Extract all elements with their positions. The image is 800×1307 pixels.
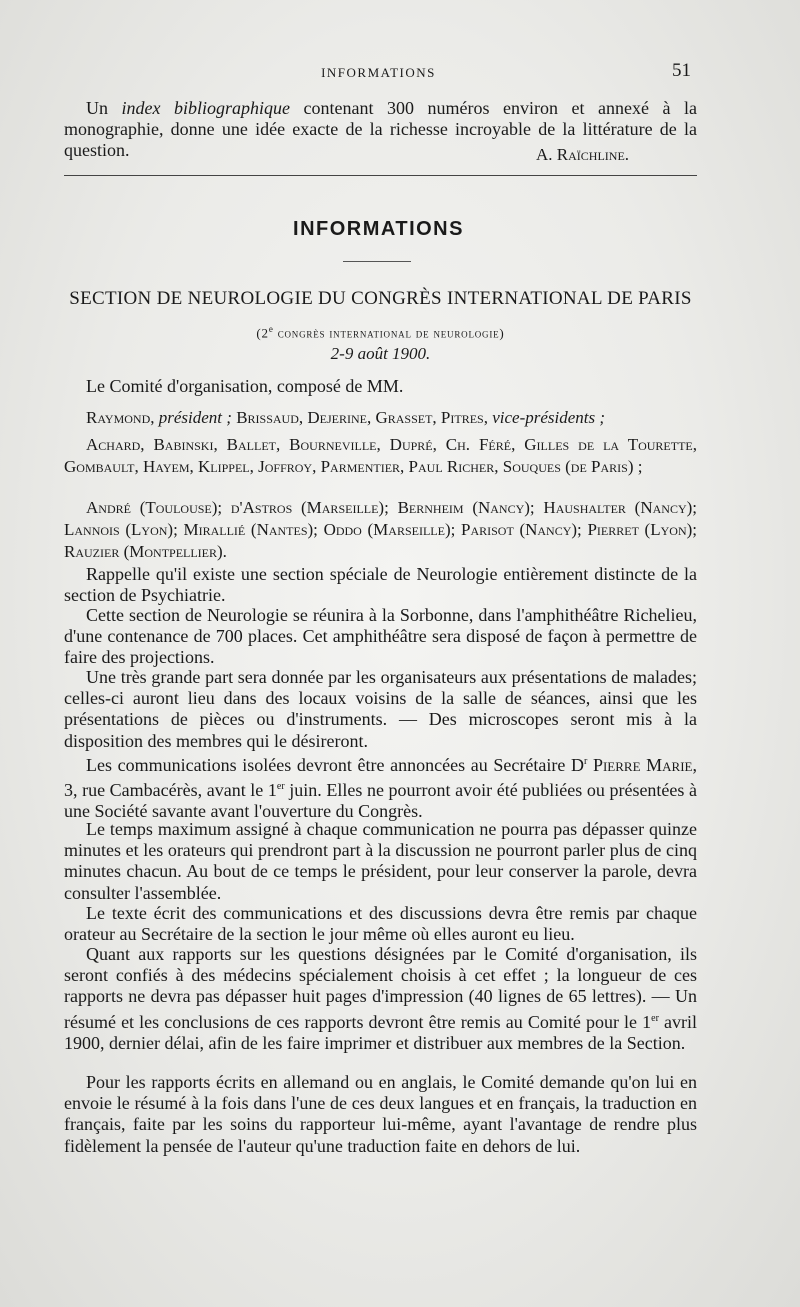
paragraph-7: Quant aux rapports sur les questions désignées par le Comité d'organisation, ils seront confiés à des médecins spécialement choisis à cet effet ; la longueur de ces rapports ne devra pas dépasser huit pages d'impression (40 lignes de 65 lettres). — Un résumé et les conclusions de ces rapports devront être remis au Comité pour le 1er avril 1900, dernier délai, afin de les faire imprimer et distribuer aux membres de la Section.: [64, 944, 697, 1053]
paragraph-3: Une très grande part sera donnée par les organisateurs aux présentations de malades; celles-ci auront lieu dans des locaux voisins de la salle de séances, ainsi que les présentations de pièces ou d'instruments. — Des microscopes seront mis à la disposition des membres qui le désireront.: [64, 667, 697, 751]
congress-heading: SECTION DE NEUROLOGIE DU CONGRÈS INTERNATIONAL DE PARIS: [69, 288, 692, 309]
congress-dates: 2-9 août 1900.: [330, 344, 431, 363]
committee-members: Achard, Babinski, Ballet, Bourneville, Dupré, Ch. Féré, Gilles de la Tourette, Gombault, Hayem, Klippel, Joffroy, Parmentier, Paul Richer, Souques (de Paris) ;: [64, 435, 697, 476]
section-title: INFORMATIONS: [293, 218, 464, 240]
page-number: 51: [672, 60, 691, 81]
committee-intro: Le Comité d'organisation, composé de MM.: [86, 376, 404, 396]
section-divider: [64, 175, 697, 176]
congress-subheading: (2e congrès international de neurologie): [256, 324, 505, 341]
paragraph-1: Rappelle qu'il existe une section spéciale de Neurologie entièrement distincte de la section de Psychiatrie.: [64, 564, 697, 606]
paragraph-5: Le temps maximum assigné à chaque communication ne pourra pas dépasser quinze minutes et les orateurs qui prendront part à la discussion ne pourront parler plus de cinq minutes chacun. Au bout de ce temps le président, pour leur conserver la parole, devra consulter l'assemblée.: [64, 819, 697, 903]
paragraph-2: Cette section de Neurologie se réunira à la Sorbonne, dans l'amphithéâtre Richelieu, d'une contenance de 700 places. Cet amphithéâtre sera disposé de façon à permettre de faire des projections.: [64, 605, 697, 668]
paragraph-4: Les communications isolées devront être annoncées au Secrétaire $D^r$ Pierre Marie, 3, rue Cambacérès, avant le 1er juin. Elles ne pourront avoir été publiées ou présentées à une Société savante avant l'ouverture du Congrès.: [64, 755, 698, 822]
committee-officers: Raymond, président ; Brissaud, Dejerine, Grasset, Pitres, vice-présidents ;: [86, 408, 606, 427]
committee-provinces: André (Toulouse); d'Astros (Marseille); Bernheim (Nancy); Haushalter (Nancy); Lannois (Lyon); Mirallié (Nantes); Oddo (Marseille); Parisot (Nancy); Pierret (Lyon); Rauzier (Montpellier).: [64, 498, 697, 561]
paragraph-6: Le texte écrit des communications et des discussions devra être remis par chaque orateur au Secrétaire de la section le jour même où elles auront eu lieu.: [64, 903, 697, 945]
running-header: INFORMATIONS: [321, 65, 436, 80]
review-paragraph: Un index bibliographique contenant 300 numéros environ et annexé à la monographie, donne une idée exacte de la richesse incroyable de la littérature de la question.: [64, 98, 697, 161]
title-rule: [343, 261, 411, 262]
paragraph-8: Pour les rapports écrits en allemand ou en anglais, le Comité demande qu'on lui en envoie le résumé à la fois dans l'une de ces deux langues et en français, la traduction en français, faite par les soins du rapporteur lui-même, ayant l'avantage de rendre plus fidèlement la pensée de l'auteur qu'une traduction faite en dehors de lui.: [64, 1072, 697, 1156]
review-signature: A. Raïchline.: [536, 145, 630, 164]
